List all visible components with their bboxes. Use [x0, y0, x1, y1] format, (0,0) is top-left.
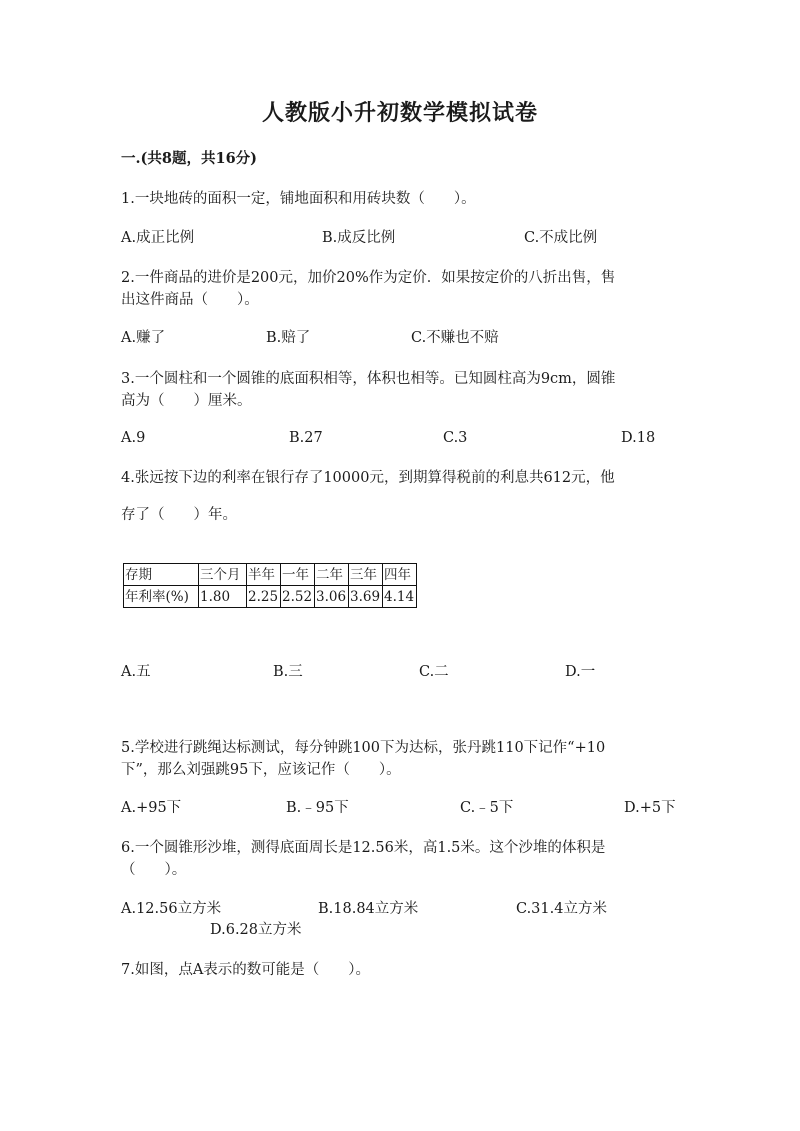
table-cell: 年利率(%)	[124, 586, 199, 608]
question-3-text-line-2: 高为（ ）厘米。	[121, 393, 252, 409]
question-4-option-d: D.一	[565, 664, 596, 680]
question-6-option-a: A.12.56立方米	[121, 901, 222, 917]
question-1-option-b: B.成反比例	[322, 230, 396, 246]
question-4-option-b: B.三	[273, 664, 303, 680]
question-6-option-c: C.31.4立方米	[516, 901, 607, 917]
question-6-option-d: D.6.28立方米	[210, 922, 302, 938]
question-3-option-a: A.9	[121, 430, 146, 446]
question-5-text-line-1: 5.学校进行跳绳达标测试，每分钟跳100下为达标，张丹跳110下记作“+10	[121, 740, 606, 756]
table-cell: 3.06	[315, 586, 349, 608]
question-3-option-c: C.3	[443, 430, 468, 446]
question-2-option-a: A.赚了	[121, 330, 166, 346]
question-4-option-a: A.五	[121, 664, 151, 680]
question-1-option-a: A.成正比例	[121, 230, 195, 246]
question-3-option-b: B.27	[289, 430, 323, 446]
question-1-text: 1.一块地砖的面积一定，铺地面积和用砖块数（ ）。	[121, 191, 476, 207]
question-3-option-d: D.18	[621, 430, 656, 446]
table-cell: 1.80	[199, 586, 247, 608]
question-6-text-line-1: 6.一个圆锥形沙堆，测得底面周长是12.56米，高1.5米。这个沙堆的体积是	[121, 840, 606, 856]
table-cell: 4.14	[383, 586, 417, 608]
question-2-text-line-1: 2.一件商品的进价是200元，加价20%作为定价．如果按定价的八折出售，售	[121, 270, 616, 286]
question-2-option-c: C.不赚也不赔	[411, 330, 499, 346]
question-4-option-c: C.二	[419, 664, 449, 680]
table-cell: 半年	[247, 564, 281, 586]
question-4-text-line-1: 4.张远按下边的利率在银行存了10000元，到期算得税前的利息共612元，他	[121, 470, 615, 486]
page-title: 人教版小升初数学模拟试卷	[261, 100, 538, 126]
interest-rate-table	[123, 563, 417, 608]
question-2-option-b: B.赔了	[266, 330, 311, 346]
table-cell: 3.69	[349, 586, 383, 608]
question-5-option-b: B.﹣95下	[286, 800, 349, 816]
question-5-option-a: A.+95下	[121, 800, 182, 816]
question-4-text-line-2: 存了（ ）年。	[121, 507, 237, 523]
question-6-option-b: B.18.84立方米	[318, 901, 419, 917]
table-cell: 三个月	[199, 564, 247, 586]
table-cell: 四年	[383, 564, 417, 586]
question-5-option-d: D.+5下	[624, 800, 676, 816]
table-cell: 二年	[315, 564, 349, 586]
table-cell: 2.25	[247, 586, 281, 608]
question-7-text: 7.如图，点A表示的数可能是（ ）。	[121, 962, 371, 978]
section-heading: 一.(共8题，共16分)	[121, 150, 258, 167]
table-cell: 2.52	[281, 586, 315, 608]
question-6-text-line-2: （ ）。	[121, 862, 187, 878]
question-5-text-line-2: 下”，那么刘强跳95下，应该记作（ ）。	[121, 762, 401, 778]
question-5-option-c: C.﹣5下	[460, 800, 514, 816]
table-row	[124, 586, 417, 608]
question-3-text-line-1: 3.一个圆柱和一个圆锥的底面积相等，体积也相等。已知圆柱高为9cm，圆锥	[121, 371, 616, 387]
table-row	[124, 564, 417, 586]
question-2-text-line-2: 出这件商品（ ）。	[121, 292, 259, 308]
question-1-option-c: C.不成比例	[524, 230, 598, 246]
table-cell: 一年	[281, 564, 315, 586]
table-cell: 三年	[349, 564, 383, 586]
table-cell: 存期	[124, 564, 199, 586]
